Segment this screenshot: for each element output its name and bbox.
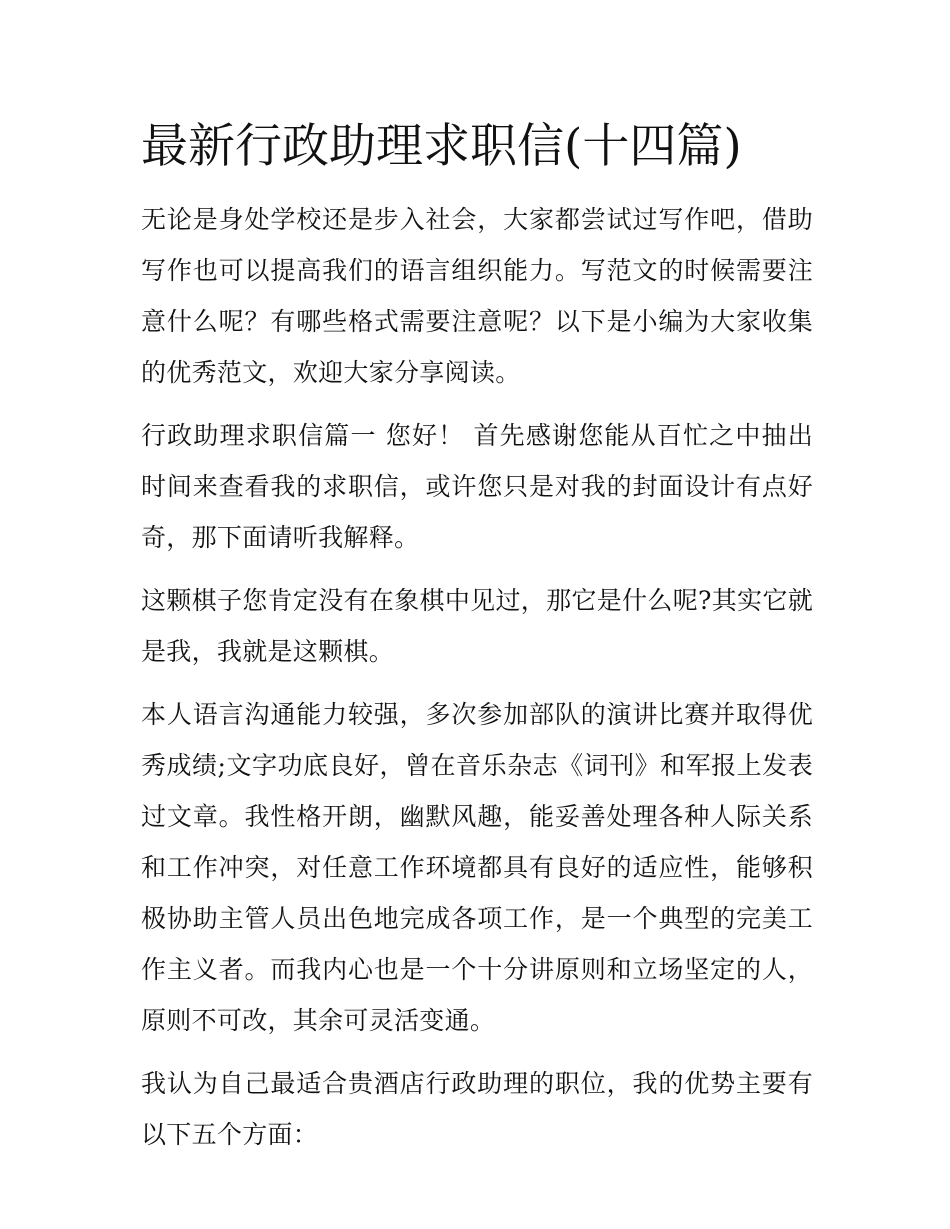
- document-title: 最新行政助理求职信(十四篇): [141, 119, 742, 174]
- paragraph-chess-piece: 这颗棋子您肯定没有在象棋中见过，那它是什么呢?其实它就是我，我就是这颗棋。: [141, 586, 813, 666]
- paragraph-intro: 无论是身处学校还是步入社会，大家都尝试过写作吧，借助写作也可以提高我们的语言组织能力。写范文的时候需要注意什么呢？有哪些格式需要注意呢？以下是小编为大家收集的优秀范文，欢迎大家分享阅读。: [141, 205, 813, 387]
- document-body: [141, 112, 813, 1160]
- paragraph-advantages: 我认为自己最适合贵酒店行政助理的职位，我的优势主要有以下五个方面：: [141, 1069, 813, 1149]
- paragraph-abilities: 本人语言沟通能力较强，多次参加部队的演讲比赛并取得优秀成绩;文字功底良好，曾在音乐杂志《词刊》和军报上发表过文章。我性格开朗，幽默风趣，能妥善处理各种人际关系和工作冲突，对任意工作环境都具有良好的适应性，能够积极协助主管人员出色地完成各项工作，是一个典型的完美工作主义者。而我内心也是一个十分讲原则和立场坚定的人，原则不可改，其余可灵活变通。: [141, 700, 813, 1035]
- paragraph-greeting: 行政助理求职信篇一 您好！ 首先感谢您能从百忙之中抽出时间来查看我的求职信，或许您只是对我的封面设计有点好奇，那下面请听我解释。: [141, 421, 813, 552]
